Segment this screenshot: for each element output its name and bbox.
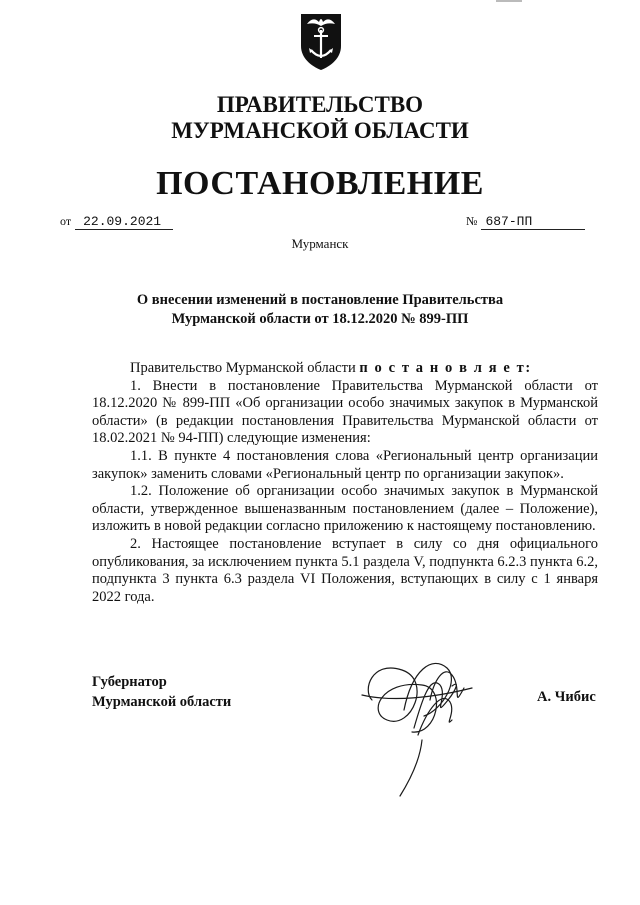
subject-line1: О внесении изменений в постановление Правительства: [136, 292, 504, 308]
paragraph-1-1: 1.1. В пункте 4 постановления слова «Региональный центр организации закупок» заменить словами «Региональный центр по организации закупок».: [92, 447, 598, 482]
government-name-line1: ПРАВИТЕЛЬСТВО: [216, 92, 424, 117]
paragraph-2: 2. Настоящее постановление вступает в силу со дня официального опубликования, за исключением пункта 5.1 раздела V, подпункта 6.2.3 пункта 6.2, подпункта 3 пункта 6.3 раздела VI Положения, вступающих в силу с 1 января 2022 года.: [92, 535, 598, 605]
signatory-position-line1: Губернатор: [92, 674, 167, 690]
intro-text: Правительство Мурманской области: [130, 360, 360, 376]
intro-keyword: п о с т а н о в л я е т:: [359, 360, 532, 376]
government-name-line2: МУРМАНСКОЙ ОБЛАСТИ: [171, 118, 469, 143]
subject-line2: Мурманской области от 18.12.2020 № 899-ПП: [171, 311, 469, 327]
intro-paragraph: [92, 360, 598, 378]
number-prefix: №: [466, 214, 478, 228]
signatory-name: А. Чибис: [537, 689, 596, 705]
signatory-position-line2: Мурманской области: [92, 694, 232, 710]
document-date-field: [60, 212, 180, 230]
scan-edge-mark: [496, 0, 522, 2]
document-type-title: ПОСТАНОВЛЕНИЕ: [156, 165, 484, 202]
handwritten-signature: [352, 640, 482, 800]
document-number-field: [466, 212, 586, 230]
signatory-position: [92, 672, 231, 712]
document-date: 22.09.2021: [75, 214, 173, 230]
coat-of-arms-icon: [297, 10, 345, 72]
paragraph-1-2: 1.2. Положение об организации особо значимых закупок в Мурманской области, утвержденное вышеназванным постановлением (далее – Положение), изложить в новой редакции согласно приложению к настоящему постановлению.: [92, 483, 598, 535]
paragraph-1: 1. Внести в постановление Правительства Мурманской области от 18.12.2020 № 899-ПП «Об организации особо значимых закупок в Мурманской области» (в редакции постановления Правительства Мурманской области от 18.02.2021 № 94-ПП) следующие изменения:: [92, 377, 598, 447]
document-number: 687-ПП: [481, 214, 585, 230]
document-city: Мурманск: [291, 236, 349, 251]
document-body: [92, 360, 598, 606]
date-prefix: от: [60, 214, 72, 228]
